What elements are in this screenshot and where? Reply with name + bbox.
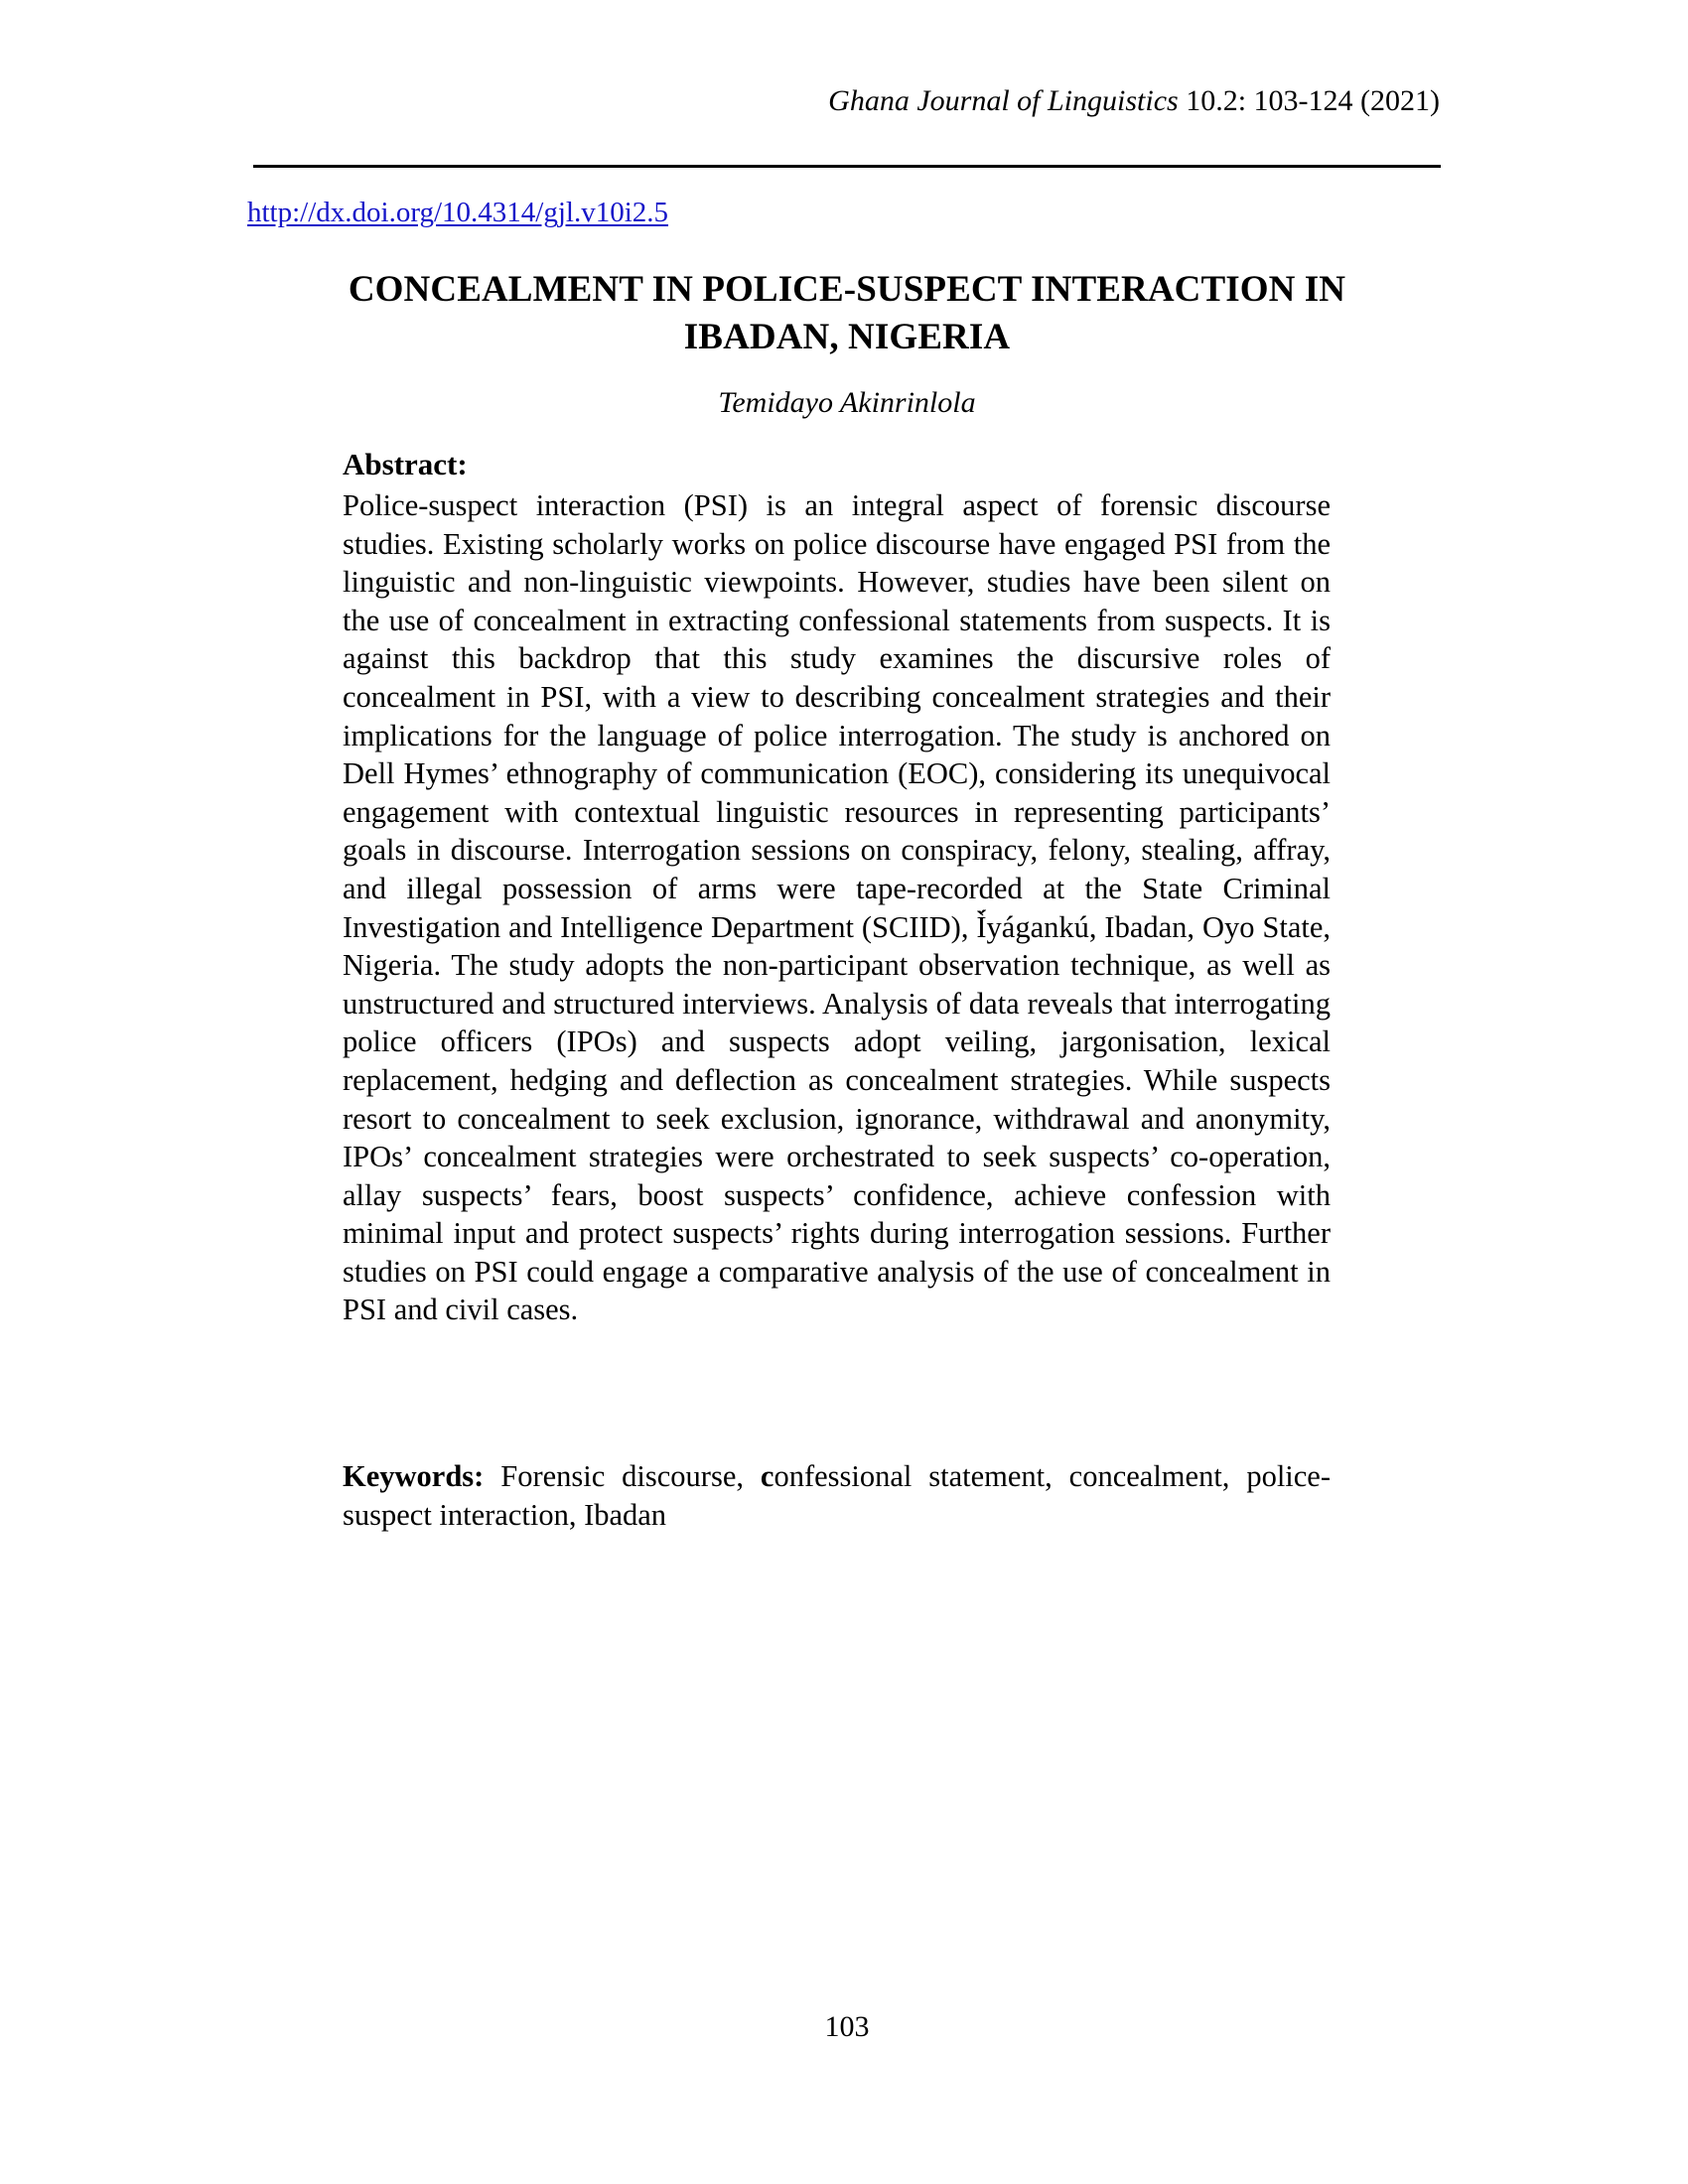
keywords-section — [343, 1457, 1331, 1534]
keywords-heading: Keywords: — [343, 1459, 485, 1493]
abstract-text: Police-suspect interaction (PSI) is an integral aspect of forensic discourse studies. Existing scholarly works on police discourse have engaged PSI from the linguistic and non-linguistic viewpoints. However, studies have been silent on the use of concealment in extracting confessional statements from suspects. It is against this backdrop that this study examines the discursive roles of concealment in PSI, with a view to describing concealment strategies and their implications for the language of police interrogation. The study is anchored on Dell Hymes’ ethnography of communication (EOC), considering its unequivocal engagement with contextual linguistic resources in representing participants’ goals in discourse. Interrogation sessions on conspiracy, felony, stealing, affray, and illegal possession of arms were tape-recorded at the State Criminal Investigation and Intelligence Department (SCIID), Ì́yágankú, Ibadan, Oyo State, Nigeria. The study adopts the non-participant observation technique, as well as unstructured and structured interviews. Analysis of data reveals that interrogating police officers (IPOs) and suspects adopt veiling, jargonisation, lexical replacement, hedging and deflection as concealment strategies. While suspects resort to concealment to seek exclusion, ignorance, withdrawal and anonymity, IPOs’ concealment strategies were orchestrated to seek suspects’ co-operation, allay suspects’ fears, boost suspects’ confidence, achieve confession with minimal input and protect suspects’ rights during interrogation sessions. Further studies on PSI could engage a comparative analysis of the use of concealment in PSI and civil cases. — [343, 488, 1331, 1327]
page-number: 103 — [824, 2010, 870, 2043]
journal-issue-info: 10.2: 103-124 (2021) — [1178, 84, 1440, 117]
keywords-emphasis: c — [760, 1459, 774, 1493]
page-title: CONCEALMENT IN POLICE-SUSPECT INTERACTION IN IBADAN, NIGERIA — [348, 269, 1346, 357]
journal-name: Ghana Journal of Linguistics — [828, 84, 1179, 117]
doi-link[interactable]: http://dx.doi.org/10.4314/gjl.v10i2.5 — [247, 197, 669, 228]
running-head — [253, 81, 1440, 121]
doi-line — [247, 194, 668, 231]
abstract-heading: Abstract: — [343, 447, 468, 481]
header-divider — [253, 165, 1441, 168]
keywords-lead: Forensic discourse, — [484, 1459, 761, 1493]
title-block — [253, 266, 1441, 423]
keywords-paragraph — [343, 1457, 1331, 1534]
author-name: Temidayo Akinrinlola — [718, 386, 976, 419]
abstract-section — [343, 445, 1331, 1329]
keywords-list: onfessional statement, concealment, police-suspect interaction, Ibadan — [343, 1459, 1331, 1532]
